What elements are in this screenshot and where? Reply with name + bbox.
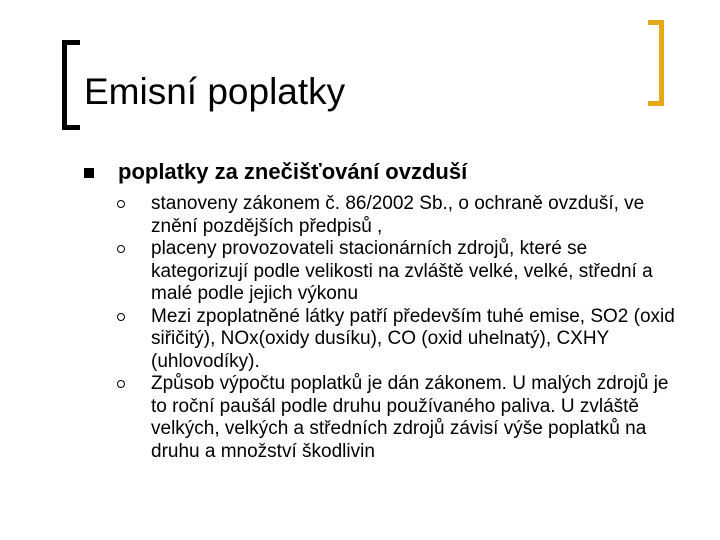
sub-bullet-list xyxy=(115,193,685,463)
hollow-circle-bullet-icon xyxy=(117,200,125,208)
sub-bullet-item xyxy=(115,193,685,238)
sub-bullet-text: placeny provozovateli stacionárních zdrojů, které se kategorizují podle velikosti na zvláště velké, velké, střední a malé podle jejich výkonu xyxy=(151,238,653,304)
hollow-circle-bullet-icon xyxy=(117,245,125,253)
hollow-circle-bullet-icon xyxy=(117,313,125,321)
slide-title: Emisní poplatky xyxy=(84,71,346,112)
sub-bullet-text: Mezi zpoplatněné látky patří především tuhé emise, SO2 (oxid siřičitý), NOx(oxidy dusíku), CO (oxid uhelnatý), CXHY (uhlovodíky). xyxy=(151,305,675,372)
square-bullet-icon xyxy=(84,168,94,178)
bracket-right-icon xyxy=(648,20,664,106)
sub-bullet-text: stanoveny zákonem č. 86/2002 Sb., o ochraně ovzduší, ve znění pozdějších předpisů , xyxy=(151,193,645,237)
sub-bullet-text: Způsob výpočtu poplatků je dán zákonem. U malých zdrojů je to roční paušál podle druhu používaného paliva. U zvláště velkých, velkých a středních zdrojů závisí výše poplatků na druhu a množství škodlivin xyxy=(151,373,669,462)
bullet-text: poplatky za znečišťování ovzduší xyxy=(118,159,468,184)
hollow-circle-bullet-icon xyxy=(117,380,125,388)
sub-bullet-item xyxy=(115,373,685,463)
bracket-left-icon xyxy=(62,40,80,130)
sub-bullet-item xyxy=(115,238,685,306)
sub-bullet-item xyxy=(115,306,685,374)
